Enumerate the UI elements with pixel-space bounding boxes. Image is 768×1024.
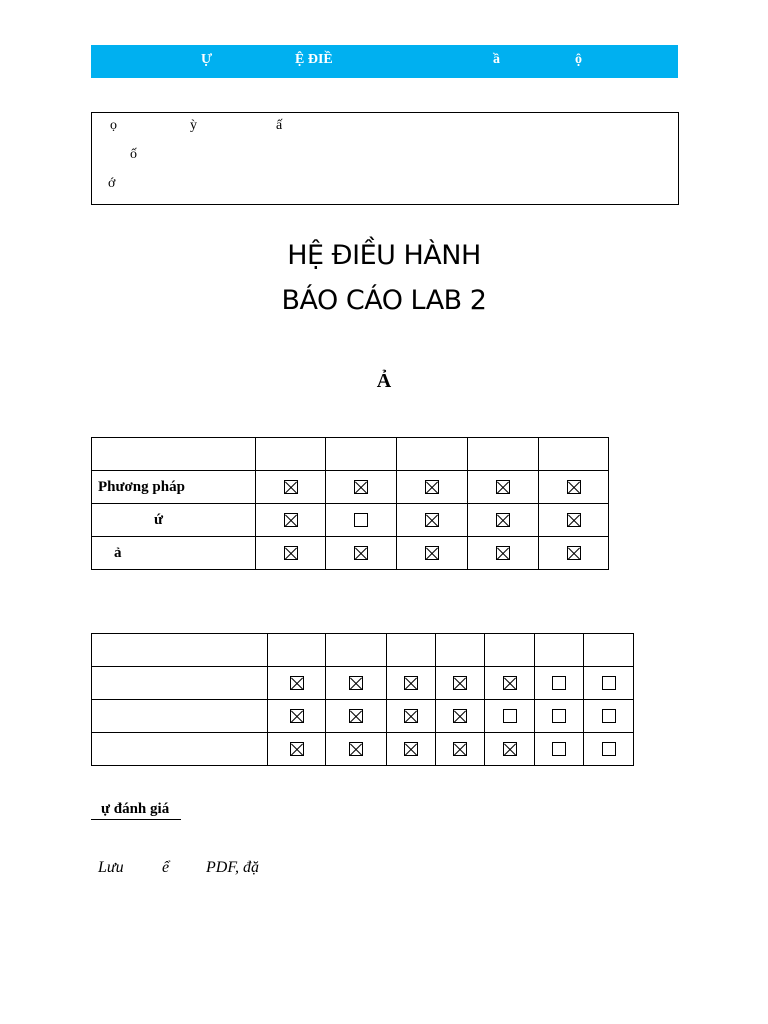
- checkbox-cell: [436, 667, 485, 700]
- checked-box-icon[interactable]: [404, 742, 418, 756]
- header-cell: [535, 634, 584, 667]
- checked-box-icon[interactable]: [453, 709, 467, 723]
- note-text-3: PDF, đặ: [206, 859, 260, 876]
- table-header-row: [92, 438, 609, 471]
- empty-box-icon[interactable]: [552, 709, 566, 723]
- checked-box-icon[interactable]: [354, 546, 368, 560]
- checkbox-cell: [387, 733, 436, 766]
- table-header-row: [92, 634, 634, 667]
- checkbox-cell: [326, 700, 387, 733]
- row-label: ứ: [92, 504, 256, 537]
- checkbox-cell: [485, 733, 535, 766]
- checked-box-icon[interactable]: [290, 709, 304, 723]
- checkbox-cell: [326, 667, 387, 700]
- banner-text-1: Ự: [201, 52, 213, 67]
- checked-box-icon[interactable]: [349, 676, 363, 690]
- checked-box-icon[interactable]: [404, 676, 418, 690]
- header-cell: [485, 634, 535, 667]
- checked-box-icon[interactable]: [425, 546, 439, 560]
- checkbox-cell: [436, 700, 485, 733]
- table-row: [92, 504, 609, 537]
- checkbox-cell: [326, 504, 397, 537]
- row-label: Phương pháp: [92, 471, 256, 504]
- row-label: [92, 667, 268, 700]
- checked-box-icon[interactable]: [503, 676, 517, 690]
- checked-box-icon[interactable]: [354, 480, 368, 494]
- checked-box-icon[interactable]: [425, 480, 439, 494]
- checked-box-icon[interactable]: [496, 513, 510, 527]
- checked-box-icon[interactable]: [503, 742, 517, 756]
- checked-box-icon[interactable]: [453, 742, 467, 756]
- info-line1-a: ọ: [110, 118, 117, 133]
- checkbox-cell: [485, 700, 535, 733]
- header-cell: [256, 438, 326, 471]
- student-info-box: [91, 112, 679, 205]
- info-line3: ớ: [108, 176, 116, 191]
- empty-box-icon[interactable]: [602, 709, 616, 723]
- checklist-table-2: [91, 633, 634, 766]
- header-cell: [326, 634, 387, 667]
- checked-box-icon[interactable]: [425, 513, 439, 527]
- header-banner: [91, 45, 678, 78]
- header-cell: [92, 438, 256, 471]
- checkbox-cell: [468, 537, 539, 570]
- banner-text-3: ầ: [493, 52, 500, 67]
- checkbox-cell: [436, 733, 485, 766]
- title-course: HỆ ĐIỀU HÀNH: [287, 240, 481, 271]
- header-cell: [397, 438, 468, 471]
- checkbox-cell: [397, 504, 468, 537]
- checked-box-icon[interactable]: [496, 480, 510, 494]
- checked-box-icon[interactable]: [567, 513, 581, 527]
- checkbox-cell: [256, 537, 326, 570]
- header-cell: [326, 438, 397, 471]
- empty-box-icon[interactable]: [602, 676, 616, 690]
- checked-box-icon[interactable]: [349, 709, 363, 723]
- checked-box-icon[interactable]: [496, 546, 510, 560]
- empty-box-icon[interactable]: [552, 676, 566, 690]
- checkbox-cell: [468, 504, 539, 537]
- checked-box-icon[interactable]: [284, 546, 298, 560]
- checkbox-cell: [535, 733, 584, 766]
- checkbox-cell: [397, 537, 468, 570]
- table-row: [92, 537, 609, 570]
- banner-text-2: Ệ ĐIỀ: [295, 52, 333, 67]
- checkbox-cell: [387, 700, 436, 733]
- checkbox-cell: [326, 471, 397, 504]
- checked-box-icon[interactable]: [290, 742, 304, 756]
- checkbox-cell: [256, 504, 326, 537]
- empty-box-icon[interactable]: [503, 709, 517, 723]
- checkbox-cell: [268, 667, 326, 700]
- checked-box-icon[interactable]: [567, 480, 581, 494]
- header-cell: [387, 634, 436, 667]
- checked-box-icon[interactable]: [567, 546, 581, 560]
- checkbox-cell: [535, 667, 584, 700]
- checkbox-cell: [584, 700, 634, 733]
- checked-box-icon[interactable]: [284, 480, 298, 494]
- checked-box-icon[interactable]: [453, 676, 467, 690]
- table-row: [92, 471, 609, 504]
- checked-box-icon[interactable]: [284, 513, 298, 527]
- title-report: BÁO CÁO LAB 2: [281, 285, 487, 316]
- self-evaluation-text: ự đánh giá: [101, 801, 170, 817]
- header-cell: [584, 634, 634, 667]
- row-label: [92, 733, 268, 766]
- table-row: [92, 667, 634, 700]
- checkbox-cell: [468, 471, 539, 504]
- row-label: [92, 700, 268, 733]
- info-line1-c: ấ: [276, 118, 283, 133]
- checkbox-cell: [326, 733, 387, 766]
- info-line2: ố: [130, 147, 137, 162]
- header-cell: [268, 634, 326, 667]
- info-line1-b: ỳ: [190, 118, 197, 133]
- note-text-2: ể: [162, 859, 170, 876]
- header-cell: [539, 438, 609, 471]
- checkbox-cell: [539, 537, 609, 570]
- checkbox-cell: [539, 471, 609, 504]
- empty-box-icon[interactable]: [602, 742, 616, 756]
- checkbox-cell: [256, 471, 326, 504]
- self-evaluation-label: [91, 801, 181, 820]
- checked-box-icon[interactable]: [290, 676, 304, 690]
- section-heading: Ả: [376, 370, 392, 392]
- checkbox-cell: [387, 667, 436, 700]
- checkbox-cell: [539, 504, 609, 537]
- checked-box-icon[interactable]: [404, 709, 418, 723]
- checklist-table-1: [91, 437, 609, 570]
- checkbox-cell: [535, 700, 584, 733]
- checkbox-cell: [485, 667, 535, 700]
- header-cell: [92, 634, 268, 667]
- header-cell: [468, 438, 539, 471]
- row-label: ả: [92, 537, 256, 570]
- empty-box-icon[interactable]: [354, 513, 368, 527]
- checkbox-cell: [397, 471, 468, 504]
- checkbox-cell: [584, 667, 634, 700]
- table-row: [92, 733, 634, 766]
- checkbox-cell: [326, 537, 397, 570]
- checkbox-cell: [268, 700, 326, 733]
- banner-text-4: ộ: [575, 52, 582, 67]
- header-cell: [436, 634, 485, 667]
- table-row: [92, 700, 634, 733]
- checkbox-cell: [584, 733, 634, 766]
- empty-box-icon[interactable]: [552, 742, 566, 756]
- checked-box-icon[interactable]: [349, 742, 363, 756]
- note-text-1: Lưu: [98, 859, 124, 876]
- checkbox-cell: [268, 733, 326, 766]
